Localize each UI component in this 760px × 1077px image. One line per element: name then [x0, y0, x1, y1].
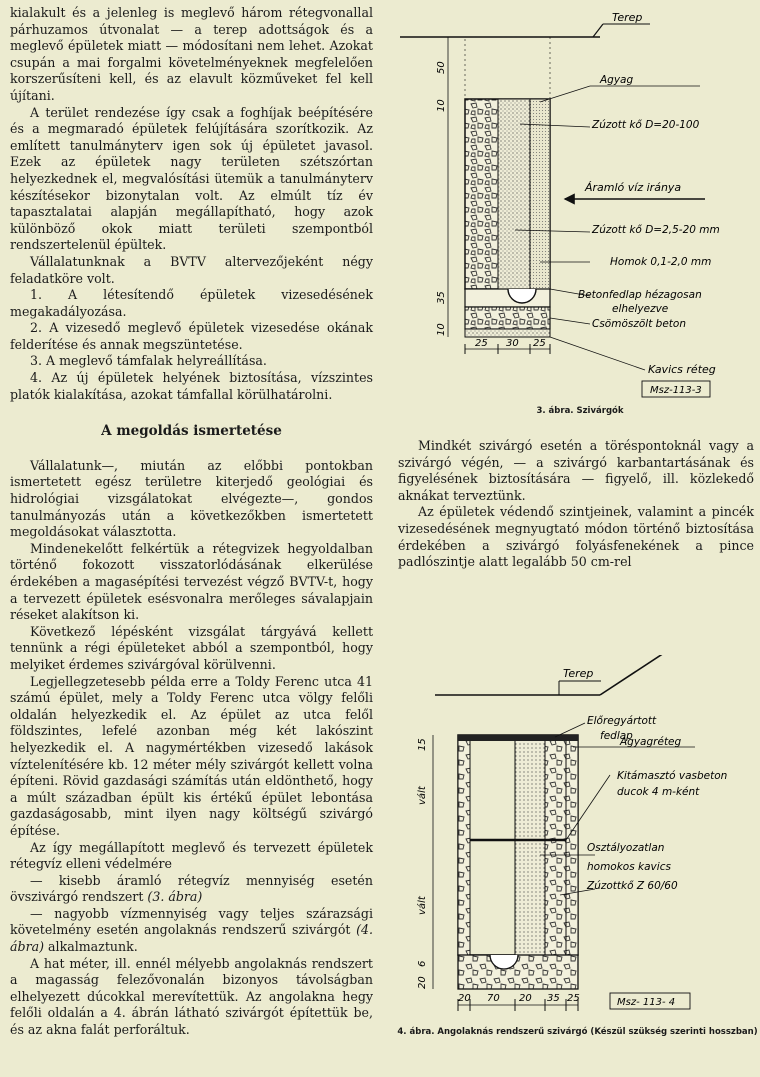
paragraph: kialakult és a jelenleg is meglevő három rétegvonallal párhuzamos útvonalat — a terep adottságok és a meglevő épületek miatt — módosítani nem lehet. Azokat csupán a mai forgalmi követelményeknek megfelelően korszerűsíteni kell, és az elavult közműveket fel kell újítani.	[10, 5, 373, 103]
dim-6: 6	[417, 960, 428, 967]
dim-w35: 35	[547, 993, 560, 1004]
dim-w25b: 25	[533, 338, 546, 349]
list-item: 3. A meglevő támfalak helyreállítása.	[30, 353, 267, 369]
label-agyag: Agyagréteg	[620, 736, 682, 748]
label-kit2: ducok 4 m-ként	[617, 786, 700, 798]
label-terep: Terep	[612, 11, 643, 24]
gravel-fill	[515, 735, 545, 955]
dim-valt1: vált	[417, 786, 428, 805]
slope-line	[600, 655, 760, 695]
left-column	[10, 5, 373, 1039]
label-elore1: Előregyártott	[587, 715, 657, 727]
paragraph: Vállalatunk—, miután az előbbi pontokban ismertetett egész területre kiterjedő geológiai és hidrológiai vizsgálatokat elvégezte—, gondos tanulmányozás után a következőkben ismertetett megoldásokat választotta.	[10, 457, 373, 540]
label-csomo: Csömöszölt beton	[592, 318, 686, 330]
dim-10b: 10	[436, 323, 447, 336]
label-zuzott: Zúzottkő Z 60/60	[587, 880, 678, 892]
dim-10a: 10	[436, 99, 447, 112]
gravel-layer	[465, 329, 550, 337]
label-oszt1: Osztályozatlan	[587, 842, 665, 854]
figure-3-caption: 3. ábra. Szivárgók	[536, 406, 624, 416]
dash-item-end: alkalmaztunk.	[48, 939, 138, 955]
cover-slab	[458, 735, 578, 741]
figure-4-drawing	[395, 655, 760, 1025]
label-zuzott1: Zúzott kő D=20-100	[592, 119, 700, 131]
dim-15: 15	[417, 738, 428, 751]
dim-w20a: 20	[458, 993, 471, 1004]
right-column	[398, 438, 754, 571]
paragraph: Következő lépésként vizsgálat tárgyává kellett tennünk a régi épületeket abból a szempontból, hogy melyiket érdemes szivárgóval körülvenni.	[10, 623, 373, 672]
base	[458, 955, 578, 989]
dim-valt2: vált	[417, 896, 428, 915]
list-item: 4. Az új épületek helyének biztosítása, vízszintes platók kialakítása, azokat támfallal körülhatárolni.	[10, 370, 373, 402]
code-3: Msz-113-3	[650, 385, 702, 396]
list-item: 1. A létesítendő épületek vizesedésének megakadályozása.	[10, 287, 373, 319]
figure-ref: (4. ábra)	[10, 922, 373, 955]
dim-20: 20	[417, 976, 428, 989]
paragraph: A terület rendezése így csak a foghíjak beépítésére és a megmaradó épületek felújítására szorítkozik. Az említett tanulmányterv igen sok új épületet javasol. Ezek az épületek nagy területen szétszórtan helyezkednek el, megvalósítási ütemük a tanulmányterv készítésekor bizonytalan volt. Az elmúlt tíz év tapasztalatai alapján megállapítható, hogy azok különböző okok miatt területi szempontból rendszertelenül épültek.	[10, 104, 373, 253]
figure-3-drawing	[400, 4, 760, 404]
label-kit1: Kitámasztó vasbeton	[617, 770, 728, 782]
label-kavics: Kavics réteg	[648, 363, 716, 376]
dim-35: 35	[436, 291, 447, 304]
dim-w25a: 25	[475, 338, 488, 349]
dash-item-text: — kisebb áramló rétegvíz mennyiség esetén övszivárgó rendszert	[10, 872, 373, 905]
label-beton2: elhelyezve	[612, 303, 669, 315]
label-aramlo: Áramló víz iránya	[585, 181, 682, 194]
trench-sand	[530, 99, 550, 289]
trench-gravel	[498, 99, 530, 289]
label-oszt2: homokos kavics	[587, 861, 671, 873]
concrete-bed	[465, 289, 550, 307]
label-agyag: Agyag	[600, 74, 634, 86]
code-4: Msz- 113- 4	[617, 997, 676, 1008]
paragraph: Vállalatunknak a BVTV altervezőjeként négy feladatköre volt.	[10, 253, 373, 286]
section-heading: A megoldás ismertetése	[101, 423, 282, 440]
paragraph: Mindkét szivárgó esetén a töréspontoknál vagy a szivárgó végén, — a szivárgó karbantartásának és figyelésének biztosítására — figyelő, ill. közlekedő aknákat terveztünk.	[398, 438, 754, 503]
label-zuzott2: Zúzott kő D=2,5-20 mm	[592, 224, 720, 236]
figure-ref: (3. ábra)	[147, 889, 203, 905]
list-item	[10, 906, 373, 956]
list-item: 2. A vizesedő meglevő épületek vizesedése okának felderítése és annak megszüntetése.	[10, 320, 373, 352]
dim-w30: 30	[506, 338, 519, 349]
dim-w20b: 20	[519, 993, 532, 1004]
paragraph: Legjellegzetesebb példa erre a Toldy Ferenc utca 41 számú épület, mely a Toldy Ferenc utca völgy felőli oldalán helyezkedik el. Az épület az utca felől földszintes, lefelé azonban még két lakószint helyezkedik el. A nagymértékben vizesedő lakások víztelenítésére kb. 12 méter mély szivárgót kellett volna építeni. Rövid gazdasági számítás után eldönthető, hogy a múlt században épült kis értékű épület lebontása gazdaságosabb, mint ilyen nagy költségű szivárgó építése.	[10, 673, 373, 838]
figure-3	[400, 4, 760, 424]
compacted-concrete	[465, 307, 550, 329]
figure-4-caption: 4. ábra. Angolaknás rendszerű szivárgó (Készül szükség szerinti hosszban)	[397, 1027, 758, 1037]
stone-fill	[545, 735, 566, 955]
dim-w25: 25	[567, 993, 580, 1004]
label-elore2: fedlap	[600, 730, 633, 742]
paragraph: Mindenekelőtt felkértük a rétegvizek hegyoldalban történő fokozott visszatorlódásának elkerülése érdekében a magasépítési tervezést végző BVTV-t, hogy a tervezett épületek esésvonalra merőleges sávalapjain réseket alakítson ki.	[10, 540, 373, 623]
list-item	[10, 873, 373, 906]
paragraph: A hat méter, ill. ennél mélyebb angolaknás rendszert a magasság felezővonalán bizonyos távolságban elhelyezett dúcokkal merevítettük. Az angolakna hegy felőli oldalán a 4. ábrán látható szivárgót építettük be, és az akna falát perforáltuk.	[10, 955, 373, 1038]
figure-4	[395, 655, 760, 1060]
label-homok: Homok 0,1-2,0 mm	[610, 256, 712, 268]
paragraph: Az így megállapított meglevő és tervezett épületek rétegvíz elleni védelmére	[10, 839, 373, 872]
dim-w70: 70	[487, 993, 500, 1004]
label-terep: Terep	[563, 667, 594, 680]
dim-50: 50	[436, 61, 447, 74]
paragraph: Az épületek védendő szintjeinek, valamint a pincék vizesedésének megnyugtató módon történő biztosítása érdekében a szivárgó folyásfenekének a pince padlószintje alatt legalább 50 cm-rel	[398, 504, 754, 570]
label-beton1: Betonfedlap hézagosan	[578, 289, 702, 301]
dash-item-text: — nagyobb vízmennyiség vagy teljes szárazsági követelmény esetén angolaknás rendszerű szivárgót	[10, 905, 373, 938]
